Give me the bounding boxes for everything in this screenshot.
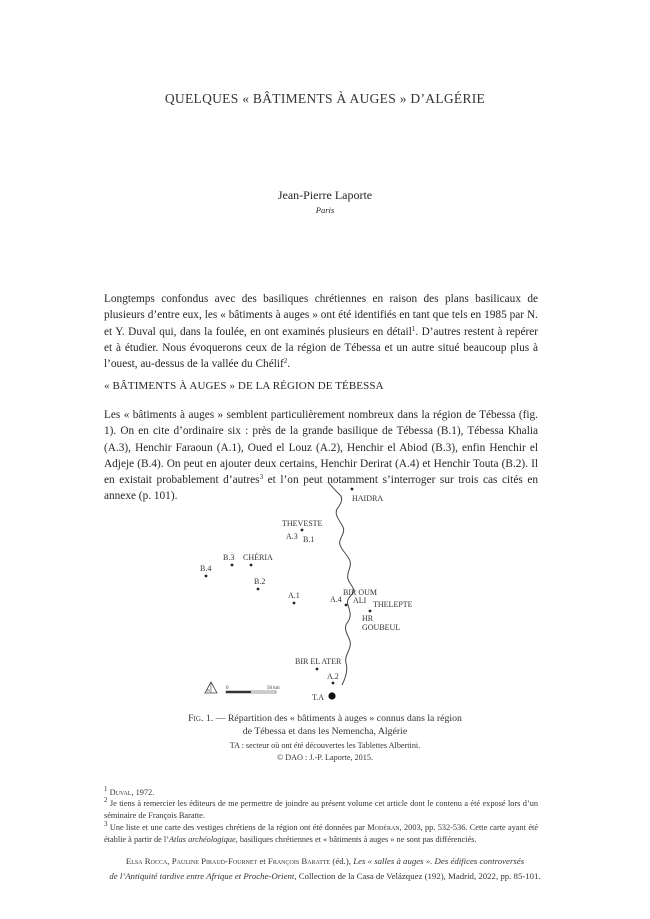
footnote-number-1: 1: [104, 785, 108, 793]
label-b2: B.2: [254, 577, 266, 586]
label-hr-goubeul-1: HR: [362, 614, 374, 623]
caption-notes: [0, 740, 650, 764]
footnote-number-3: 3: [104, 820, 108, 828]
site-a4: [345, 604, 348, 607]
editor-2: Pauline Piraud-Fournet: [171, 856, 258, 866]
book-title-1: Les « salles à auges ». Des édifices controversés: [353, 856, 525, 866]
footnote-ref-2[interactable]: 2: [283, 357, 288, 366]
svg-text:N: N: [207, 688, 210, 693]
reference-sep-2: et: [257, 856, 268, 866]
book-reference: [0, 854, 650, 884]
section-heading: « BÂTIMENTS À AUGES » DE LA RÉGION DE TÉBESSA: [104, 380, 384, 392]
border-line: [328, 482, 354, 685]
scale-bar: [226, 686, 280, 693]
label-a3: A.3: [286, 532, 298, 541]
figure-caption: [0, 713, 650, 738]
editor-3: François Baratte: [267, 856, 331, 866]
site-b4: [205, 575, 208, 578]
label-bir-el-ater: BIR EL ATER: [295, 657, 342, 666]
footnote-3: [104, 822, 538, 845]
label-thelepte: THELEPTE: [373, 600, 413, 609]
site-b2: [257, 588, 260, 591]
label-bir-oum-ali-2: ALI: [353, 596, 367, 605]
site-a1: [293, 602, 296, 605]
site-bir-el-ater: [316, 668, 319, 671]
site-ta: [328, 692, 335, 699]
author-name: Jean-Pierre Laporte: [277, 188, 373, 202]
figure-label: Fig. 1.: [188, 713, 214, 724]
reference-sep-1: ,: [167, 856, 172, 866]
site-haidra: [351, 488, 354, 491]
footnote-1-text: Duval, 1972.: [109, 788, 155, 797]
book-title-2: de l’Antiquité tardive entre Afrique et Proche-Orient: [109, 871, 295, 881]
footnote-ref-3[interactable]: 3: [259, 473, 264, 482]
label-cheria: CHÉRIA: [243, 553, 273, 562]
label-hr-goubeul-2: GOUBEUL: [362, 623, 401, 632]
footnote-3-italic: Atlas archéologique: [168, 834, 236, 844]
reference-line-1: [0, 854, 650, 869]
footnote-3-text-c: , basiliques chrétiennes et « bâtiments à auges » ne sont pas différenciés.: [235, 834, 477, 844]
footnote-1: [104, 787, 538, 799]
site-b3: [231, 564, 234, 567]
caption-line-1: [0, 713, 650, 726]
reference-rest: , Collection de la Casa de Velázquez (192), Madrid, 2022, pp. 85-101.: [294, 871, 541, 881]
author-affiliation: Paris: [315, 205, 335, 215]
footnote-ref-1[interactable]: 1: [411, 324, 416, 333]
footnote-3-author: Modéran: [367, 823, 400, 832]
editor-1: Elsa Rocca: [125, 856, 168, 866]
map-figure: [190, 481, 460, 707]
svg-text:50 km: 50 km: [267, 686, 280, 691]
caption-text-1: — Répartition des « bâtiments à auges » connus dans la région: [213, 713, 462, 724]
intro-text-1: Longtemps confondus avec des basiliques chrétiennes en raison des plans basilicaux de plusieurs d’entre eux, les « bâtiments à auges » ont été identifiés en tant que tels en 1985 par N. et Y. Duval qui, dans la foulée, en ont examinés plusieurs en détail: [104, 293, 538, 338]
intro-text-2: . D’autres restent à repérer et à étudier. Nous évoquerons ceux de la région de Tébessa et un autre situé beaucoup plus à l’ouest, au-dessus de la vallée du Chélif: [104, 325, 538, 371]
intro-paragraph: [104, 291, 538, 372]
caption-line-2: de Tébessa et dans les Nemencha, Algérie: [242, 725, 408, 737]
site-theveste: [301, 529, 304, 532]
label-ta: T.A: [312, 693, 325, 702]
body-text-1: Les « bâtiments à auges » semblent particulièrement nombreux dans la région de Tébessa (fig. 1). On en cite d’ordinaire six : près de la grande basilique de Tébessa (B.1), Tébessa Khalia (A.3), Henchir Faraoun (A.1), Oued el Louz (A.2), Henchir el Abiod (B.3), enfin Henchir el Adjeje (B.4). On peut en ajouter deux certains, Henchir Derirat (A.4) et Henchir Touta (B.2). Il en existait probablement d’autres: [104, 409, 538, 487]
label-b4: B.4: [200, 564, 212, 573]
label-b3: B.3: [223, 553, 235, 562]
body-text-2: et l’on peut notamment s’interroger sur trois cas cités en annexe (p. 101).: [104, 474, 538, 503]
footnote-number-2: 2: [104, 796, 108, 804]
north-arrow-icon: [205, 682, 217, 693]
label-a4: A.4: [330, 595, 342, 604]
footnote-2: [104, 798, 538, 821]
footnote-2-text: Je tiens à remercier les éditeurs de me permettre de joindre au présent volume cet article dont le contenu a été exposé lors d’un séminaire de François Baratte.: [104, 799, 539, 820]
svg-text:0: 0: [226, 686, 229, 691]
label-haidra: HAIDRA: [352, 494, 384, 503]
caption-note-2: © DAO : J.-P. Laporte, 2015.: [276, 753, 374, 762]
site-cheria: [250, 564, 253, 567]
label-bir-oum-ali-1: BIR OUM: [343, 588, 378, 597]
caption-note-1: TA : secteur où ont été découvertes les Tablettes Albertini.: [229, 741, 421, 750]
label-theveste: THEVESTE: [282, 519, 323, 528]
label-b1: B.1: [303, 535, 315, 544]
label-a2: A.2: [327, 672, 339, 681]
footnote-3-text-a: Une liste et une carte des vestiges chrétiens de la région ont été données par: [109, 823, 368, 832]
label-a1: A.1: [288, 591, 300, 600]
site-hr-goubeul: [369, 610, 372, 613]
article-title: QUELQUES « BÂTIMENTS À AUGES » D’ALGÉRIE: [164, 91, 486, 106]
intro-text-3: .: [287, 358, 291, 371]
footnote-3-text-b: , 2003, pp. 532-536. Cette carte ayant été établie à partir de l’: [104, 823, 538, 844]
site-a2: [332, 682, 335, 685]
reference-ed: (éd.),: [330, 856, 354, 866]
reference-line-2: [0, 869, 650, 884]
